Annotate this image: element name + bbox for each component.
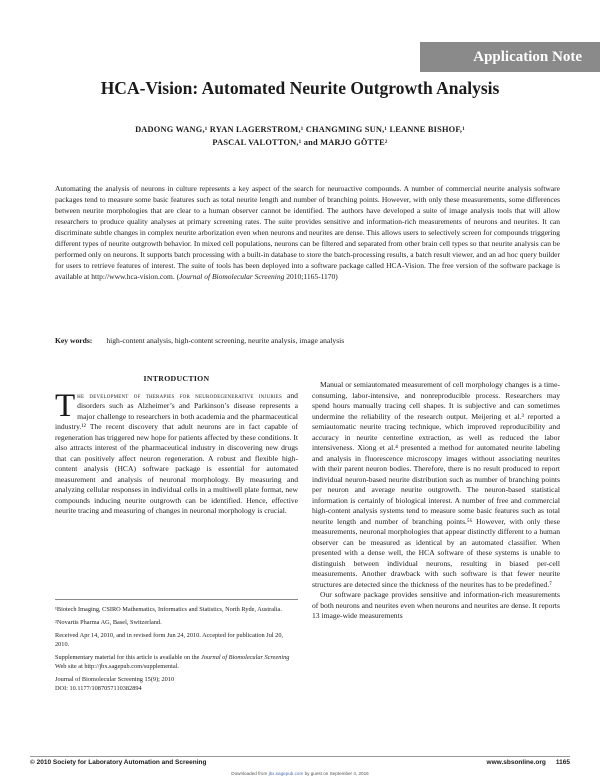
author-list [60,123,540,149]
supp-pre: Supplementary material for this article is available on the [55,654,202,661]
introduction-text: and disorders such as Alzheimer’s and Parkinson’s disease represents a major challenge to researchers in both academia and the pharmaceutical industry.¹² The recent discovery that adult neurons are in fact capable of regeneration has triggered new hope for patients affected by these conditions. It also attracts interest of the pharmaceutical industry in discovering new drugs that can positively affect neuron regeneration. A robust and flexible high-content analysis (HCA) software package is essential for automated measurement and analysis of neuronal morphology. By measuring and analyzing cellular responses in individual cells in a multiwell plate format, new compounds inducing neurite outgrowth can be identified. Hence, effective neurite tracing and measuring of changes in neuronal morphology is crucial. [55,390,298,515]
download-post: by guest on September 4, 2016 [303,771,369,776]
abstract [55,183,560,282]
introduction-paragraph [55,387,298,517]
page-number: 1165 [555,759,570,766]
abstract-journal: Journal of Biomolecular Screening [179,272,285,281]
drop-cap: T [55,387,76,424]
supp-post: Web site at http://jbx.sagepub.com/supplemental. [55,663,180,670]
supplementary-note [55,653,298,671]
footer-website[interactable]: www.sbsonline.org [486,759,546,766]
download-pre: Downloaded from [231,771,269,776]
author-line-2: PASCAL VALOTTON,¹ and MARJO GÖTTE² [212,138,388,147]
footer-right [477,759,570,766]
keywords-label: Key words: [55,336,93,345]
received-dates: Received Apr 14, 2010, and in revised form Jun 24, 2010. Accepted for publication Jul 20, 2010. [55,632,284,648]
download-link[interactable]: jbx.sagepub.com [268,771,304,776]
affiliation-2: ²Novartis Pharma AG, Basel, Switzerland. [55,619,162,626]
journal-reference: Journal of Biomolecular Screening 15(9); 2010 [55,676,175,683]
author-line-1: DADONG WANG,¹ RYAN LAGERSTROM,¹ CHANGMING SUN,¹ LEANNE BISHOF,¹ [135,125,465,134]
footer-divider [30,756,570,757]
keywords-text: high-content analysis, high-content screening, neurite analysis, image analysis [106,336,345,345]
right-paragraph-1: Manual or semiautomated measurement of cell morphology changes is a time-consuming, labor-intensive, and nonreproducible process. Researchers may spend hours manually tracing cell shapes. It is subjective and can sometimes undermine the reliability of the research output. Meijering et al.³ reported a semiautomatic neurite tracing technique, which improved reproducibility and accuracy in neurite centerline extraction, as well as reduced the labor intensiveness. Xiong et al.⁴ presented a method for automated neurite labeling and analysis in fluorescence microscopy images without associating neurites with their parent neuron bodies. Therefore, there is no result produced to report individual neuron-based neurite distribution such as number of branching points per neuron and average neurite outgrowth. The neuron-based statistical information is certainly of biological interest. A number of free and commercial high-content analysis systems tend to measure some basic features such as total neurite length and number of branching points.⁵⁶ However, with only these measurements, neuronal morphologies that appear distinctly different to a human observer can be measured as identical by an automated classifier. When presented with a dense well, the HCA software of these systems is unable to distinguish between individual neurons, resulting in biased per-cell measurements. Another drawback with such software is that fewer neurite structures are detected since the thickness of the neurites has to be predefined.⁷ [312,380,560,589]
section-banner: Application Note [420,42,600,72]
introduction-heading: INTRODUCTION [143,374,210,383]
affiliation-1: ¹Biotech Imaging, CSIRO Mathematics, Informatics and Statistics, North Ryde, Australia. [55,606,282,613]
right-paragraph-2: Our software package provides sensitive and information-rich measurements of both neurons and neurites even when neurons and neurites are dense. It reports 13 image-wide measurements [312,590,560,620]
doi: DOI: 10.1177/1087057110382894 [55,685,142,692]
introduction-smallcaps: he development of therapies for neurodegenerative injuries [77,390,283,400]
download-notice [0,771,600,776]
right-column [312,380,560,622]
abstract-text: Automating the analysis of neurons in culture represents a key aspect of the search for neuroactive compounds. A number of commercial neurite analysis software packages tend to measure some basic features such as total neurite length and number of branching points. However, with only these measurements, some differences between neurite morphologies that are clear to a human observer cannot be identified. The authors have developed a suite of image analysis tools that will allow researchers to produce quality analyses at primary screening rates. The suite provides sensitive and information-rich measurements of neurons and neurites. It can discriminate subtle changes in complex neurite arborization even when neurons and neurites are dense. This allows users to selectively screen for compounds triggering different types of neurite outgrowth behavior. In mixed cell populations, neurons can be filtered and separated from other brain cell types so that neurite analysis can be performed only on neurons. It supports batch processing with a built-in database to store the batch-processing results, a batch result viewer, and an ad hoc query builder for users to retrieve features of interest. The suite of tools has been deployed into a software package called HCA-Vision. The free version of the software package is available at http://www.hca-vision.com. ( [55,184,560,281]
keywords [55,336,344,345]
footnotes [55,599,298,693]
copyright-notice: © 2010 Society for Laboratory Automation and Screening [30,759,207,766]
abstract-citation: 2010;1165-1170) [284,272,338,281]
supp-journal: Journal of Biomolecular Screening [201,654,290,661]
article-title: HCA-Vision: Automated Neurite Outgrowth Analysis [100,78,500,98]
left-column [55,374,298,517]
